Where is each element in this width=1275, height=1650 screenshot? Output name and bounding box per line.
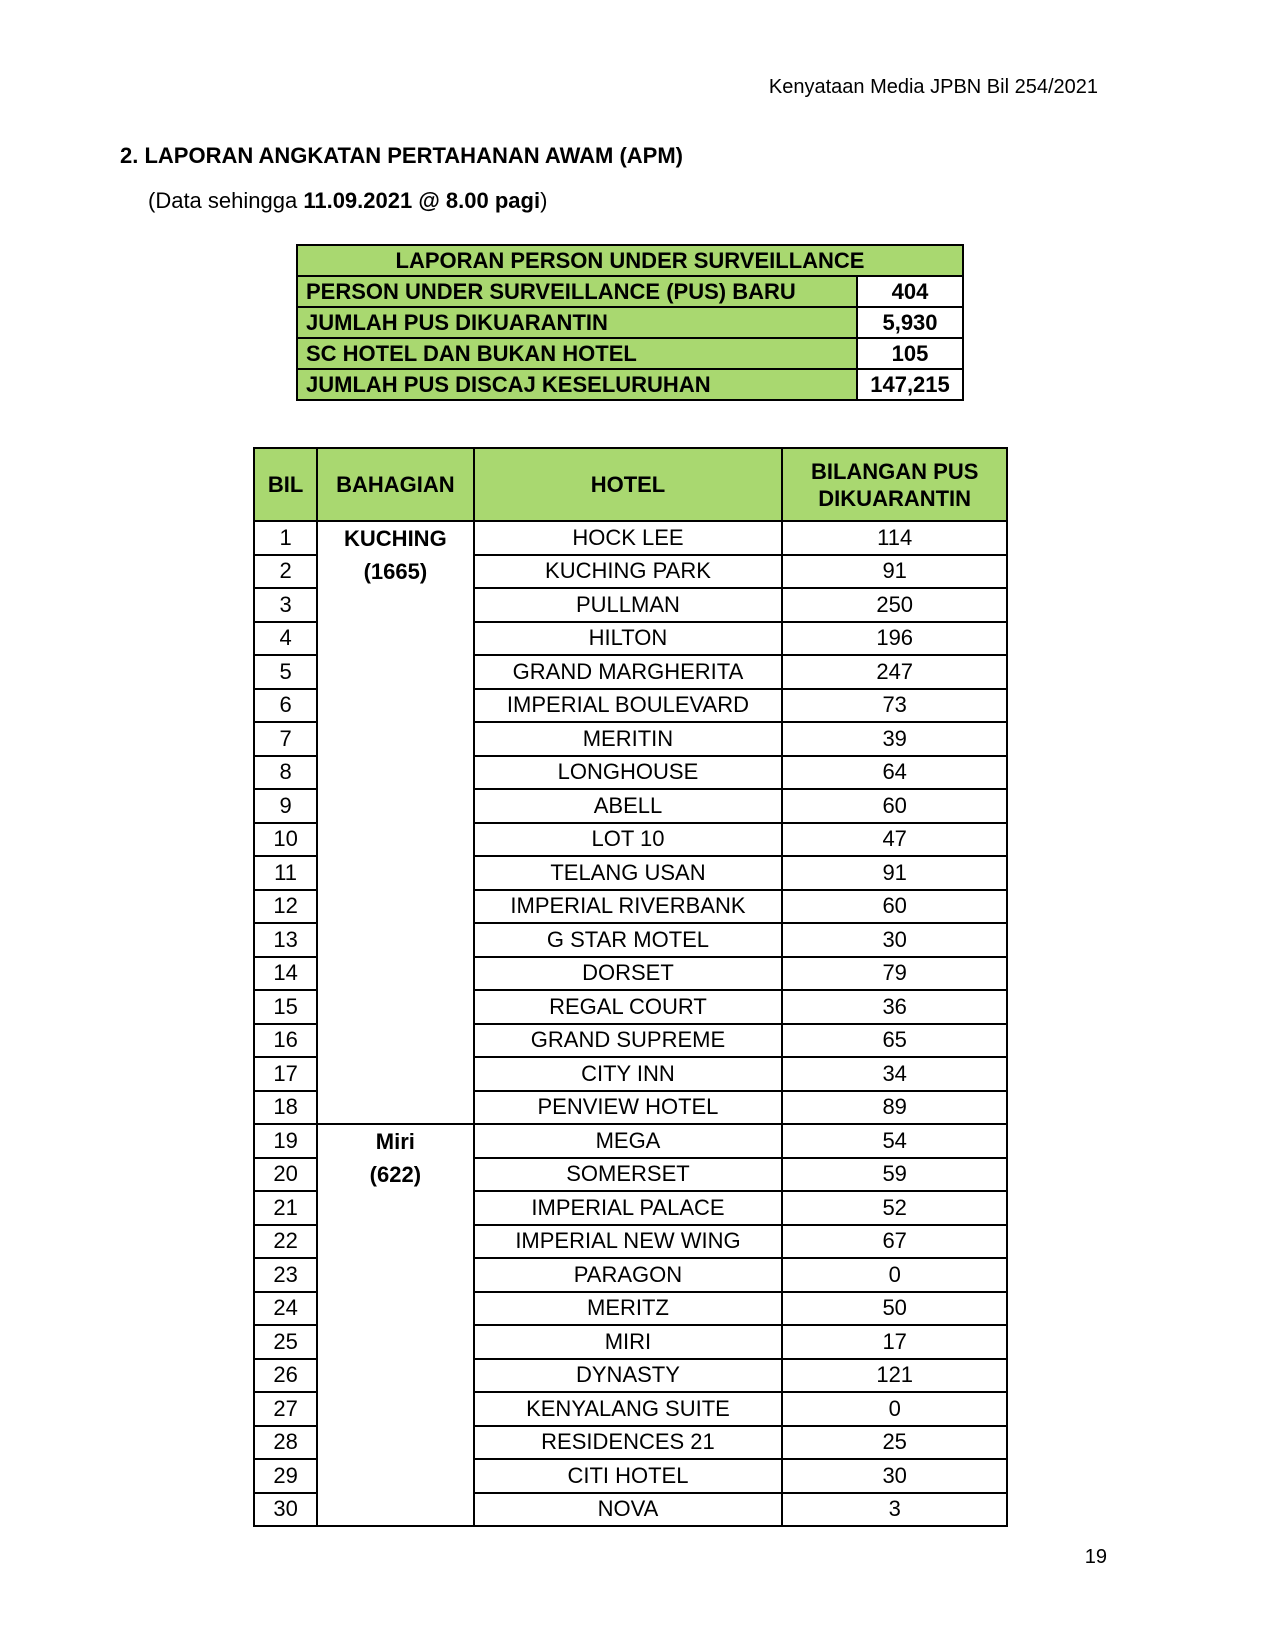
row-hotel: GRAND MARGHERITA (474, 655, 783, 689)
row-hotel: MIRI (474, 1325, 783, 1359)
row-bil: 29 (254, 1459, 317, 1493)
row-count: 17 (782, 1325, 1007, 1359)
header-bilangan-pus (782, 448, 1007, 521)
row-count: 52 (782, 1191, 1007, 1225)
row-hotel: IMPERIAL RIVERBANK (474, 890, 783, 924)
row-hotel: NOVA (474, 1493, 783, 1527)
row-count: 121 (782, 1359, 1007, 1393)
row-count: 67 (782, 1225, 1007, 1259)
row-hotel: ABELL (474, 789, 783, 823)
row-hotel: GRAND SUPREME (474, 1024, 783, 1058)
row-hotel: MEGA (474, 1124, 783, 1158)
row-bil: 30 (254, 1493, 317, 1527)
section-title: 2. LAPORAN ANGKATAN PERTAHANAN AWAM (APM) (120, 143, 684, 168)
row-count: 3 (782, 1493, 1007, 1527)
row-count: 250 (782, 588, 1007, 622)
row-hotel: IMPERIAL NEW WING (474, 1225, 783, 1259)
row-hotel: KENYALANG SUITE (474, 1392, 783, 1426)
pus-summary-row (297, 307, 963, 338)
division-name: Miri (375, 1129, 415, 1154)
row-hotel: G STAR MOTEL (474, 923, 783, 957)
division-total: (622) (369, 1162, 422, 1187)
pus-summary-label: PERSON UNDER SURVEILLANCE (PUS) BARU (297, 276, 857, 307)
row-hotel: PENVIEW HOTEL (474, 1091, 783, 1125)
header-bil: BIL (254, 448, 317, 521)
document-reference: Kenyataan Media JPBN Bil 254/2021 (768, 76, 1098, 98)
division-cell (317, 521, 473, 1124)
row-count: 25 (782, 1426, 1007, 1460)
row-hotel: IMPERIAL PALACE (474, 1191, 783, 1225)
header-bilangan-pus-line1: BILANGAN PUS (810, 458, 979, 484)
pus-summary-value: 105 (857, 338, 963, 369)
row-count: 59 (782, 1158, 1007, 1192)
row-bil: 24 (254, 1292, 317, 1326)
row-hotel: CITY INN (474, 1057, 783, 1091)
data-date-value: 11.09.2021 @ 8.00 pagi (303, 188, 541, 213)
row-hotel: CITI HOTEL (474, 1459, 783, 1493)
header-bahagian: BAHAGIAN (317, 448, 473, 521)
row-hotel: LOT 10 (474, 823, 783, 857)
row-bil: 15 (254, 990, 317, 1024)
row-bil: 6 (254, 689, 317, 723)
pus-summary-row (297, 369, 963, 400)
row-bil: 8 (254, 756, 317, 790)
pus-summary-label: SC HOTEL DAN BUKAN HOTEL (297, 338, 857, 369)
row-count: 247 (782, 655, 1007, 689)
row-bil: 23 (254, 1258, 317, 1292)
row-bil: 1 (254, 521, 317, 555)
pus-summary-table (296, 244, 964, 401)
row-hotel: LONGHOUSE (474, 756, 783, 790)
header-hotel: HOTEL (474, 448, 783, 521)
row-hotel: HOCK LEE (474, 521, 783, 555)
row-count: 79 (782, 957, 1007, 991)
hotel-table-body (254, 521, 1007, 1526)
hotel-quarantine-table (253, 447, 1008, 1527)
row-hotel: HILTON (474, 622, 783, 656)
row-count: 91 (782, 856, 1007, 890)
row-count: 91 (782, 555, 1007, 589)
data-date-prefix: (Data sehingga (148, 188, 304, 213)
pus-summary-label: JUMLAH PUS DIKUARANTIN (297, 307, 857, 338)
row-count: 34 (782, 1057, 1007, 1091)
row-bil: 7 (254, 722, 317, 756)
row-hotel: IMPERIAL BOULEVARD (474, 689, 783, 723)
row-bil: 18 (254, 1091, 317, 1125)
row-bil: 16 (254, 1024, 317, 1058)
row-count: 30 (782, 1459, 1007, 1493)
row-bil: 20 (254, 1158, 317, 1192)
row-count: 47 (782, 823, 1007, 857)
row-count: 50 (782, 1292, 1007, 1326)
data-date-line (148, 188, 547, 214)
row-hotel: RESIDENCES 21 (474, 1426, 783, 1460)
page-number: 19 (1084, 1546, 1107, 1568)
row-count: 0 (782, 1258, 1007, 1292)
row-hotel: KUCHING PARK (474, 555, 783, 589)
pus-summary-value: 5,930 (857, 307, 963, 338)
row-hotel: PULLMAN (474, 588, 783, 622)
pus-summary-title: LAPORAN PERSON UNDER SURVEILLANCE (297, 245, 963, 276)
hotel-table-header-row (254, 448, 1007, 521)
row-bil: 26 (254, 1359, 317, 1393)
row-count: 65 (782, 1024, 1007, 1058)
row-hotel: PARAGON (474, 1258, 783, 1292)
row-count: 0 (782, 1392, 1007, 1426)
row-bil: 14 (254, 957, 317, 991)
row-count: 60 (782, 890, 1007, 924)
pus-summary-label: JUMLAH PUS DISCAJ KESELURUHAN (297, 369, 857, 400)
row-count: 73 (782, 689, 1007, 723)
row-bil: 11 (254, 856, 317, 890)
row-bil: 12 (254, 890, 317, 924)
row-bil: 21 (254, 1191, 317, 1225)
header-bilangan-pus-line2: DIKUARANTIN (818, 485, 972, 511)
row-count: 36 (782, 990, 1007, 1024)
row-bil: 10 (254, 823, 317, 857)
data-date-suffix: ) (540, 188, 548, 213)
row-bil: 27 (254, 1392, 317, 1426)
row-count: 54 (782, 1124, 1007, 1158)
row-bil: 25 (254, 1325, 317, 1359)
pus-summary-row (297, 276, 963, 307)
row-bil: 4 (254, 622, 317, 656)
pus-summary-value: 404 (857, 276, 963, 307)
row-hotel: DORSET (474, 957, 783, 991)
row-bil: 9 (254, 789, 317, 823)
row-bil: 19 (254, 1124, 317, 1158)
row-bil: 28 (254, 1426, 317, 1460)
division-total: (1665) (363, 559, 428, 584)
row-hotel: MERITIN (474, 722, 783, 756)
row-hotel: SOMERSET (474, 1158, 783, 1192)
row-count: 114 (782, 521, 1007, 555)
row-bil: 13 (254, 923, 317, 957)
row-count: 30 (782, 923, 1007, 957)
row-count: 39 (782, 722, 1007, 756)
row-hotel: TELANG USAN (474, 856, 783, 890)
row-bil: 22 (254, 1225, 317, 1259)
row-bil: 3 (254, 588, 317, 622)
division-name: KUCHING (344, 526, 447, 551)
row-count: 89 (782, 1091, 1007, 1125)
row-count: 60 (782, 789, 1007, 823)
pus-summary-value: 147,215 (857, 369, 963, 400)
row-hotel: DYNASTY (474, 1359, 783, 1393)
row-bil: 5 (254, 655, 317, 689)
table-row (254, 521, 1007, 555)
row-bil: 17 (254, 1057, 317, 1091)
row-hotel: MERITZ (474, 1292, 783, 1326)
pus-summary-row (297, 338, 963, 369)
table-row (254, 1124, 1007, 1158)
row-count: 64 (782, 756, 1007, 790)
division-cell (317, 1124, 473, 1526)
pus-summary-title-row (297, 245, 963, 276)
row-bil: 2 (254, 555, 317, 589)
row-count: 196 (782, 622, 1007, 656)
row-hotel: REGAL COURT (474, 990, 783, 1024)
